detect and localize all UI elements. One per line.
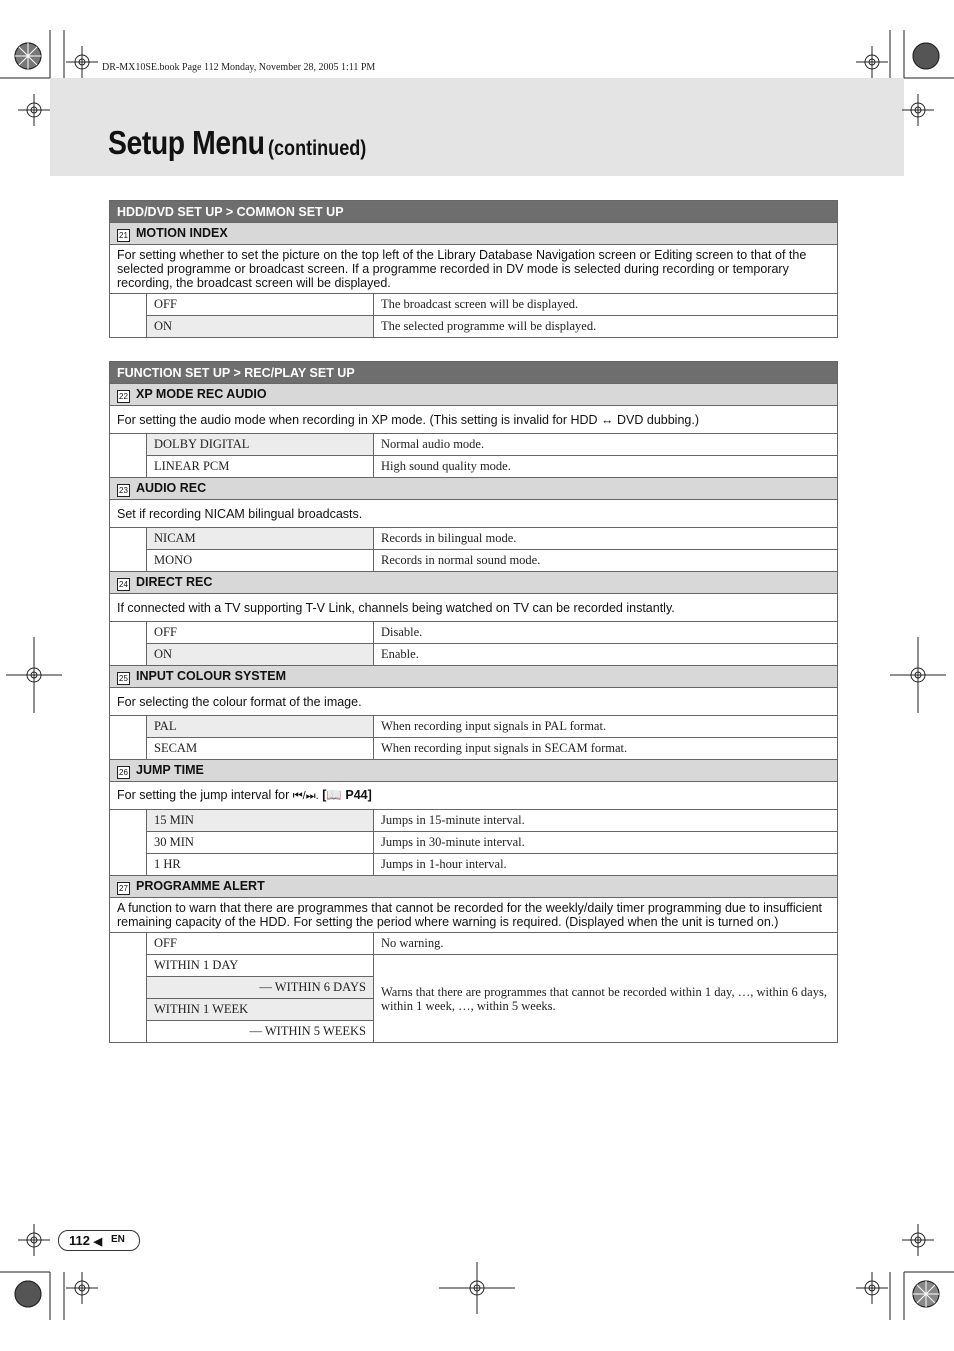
option-label: 30 MIN bbox=[147, 832, 374, 854]
item-header-motion-index bbox=[110, 223, 838, 245]
option-label: WITHIN 1 DAY bbox=[147, 955, 374, 977]
item-description: Set if recording NICAM bilingual broadcasts. bbox=[110, 500, 838, 528]
page-number: 112 ◀ bbox=[69, 1233, 103, 1248]
option-label: PAL bbox=[147, 716, 374, 738]
option-label: 15 MIN bbox=[147, 810, 374, 832]
item-name: XP MODE REC AUDIO bbox=[136, 386, 267, 401]
option-value: Disable. bbox=[374, 622, 838, 644]
item-number: 22 bbox=[117, 390, 130, 403]
item-number: 26 bbox=[117, 766, 130, 779]
option-label: OFF bbox=[147, 933, 374, 955]
item-number: 25 bbox=[117, 672, 130, 685]
arrow-left-icon: ◀ bbox=[93, 1236, 103, 1248]
option-label: — WITHIN 6 DAYS bbox=[147, 977, 374, 999]
table-common-setup bbox=[109, 200, 838, 338]
desc-text: For setting the jump interval for bbox=[117, 788, 293, 802]
indent-cell bbox=[110, 294, 147, 338]
option-label: ON bbox=[147, 644, 374, 666]
indent-cell bbox=[110, 528, 147, 572]
option-value: High sound quality mode. bbox=[374, 456, 838, 478]
option-label: OFF bbox=[147, 294, 374, 316]
book-info-line: DR-MX10SE.book Page 112 Monday, November 28, 2005 1:11 PM bbox=[102, 62, 376, 73]
item-description: For setting whether to set the picture on the top left of the Library Database Navigation screen or Editing screen to that of the selected programme or broadcast screen. If a programme recorded in DV mode is selected during recording or temporary recording, the broadcast screen will be displayed. bbox=[110, 245, 838, 294]
item-number: 23 bbox=[117, 484, 130, 497]
skip-buttons-icon: ⏮/⏭. bbox=[292, 790, 319, 802]
option-value: Normal audio mode. bbox=[374, 434, 838, 456]
option-label: — WITHIN 5 WEEKS bbox=[147, 1021, 374, 1043]
page-title-continued: (continued) bbox=[268, 137, 367, 160]
item-description: If connected with a TV supporting T-V Link, channels being watched on TV can be recorded instantly. bbox=[110, 594, 838, 622]
page-number-badge bbox=[58, 1230, 140, 1251]
option-label: MONO bbox=[147, 550, 374, 572]
option-value: Jumps in 1-hour interval. bbox=[374, 854, 838, 876]
item-header-direct-rec bbox=[110, 572, 838, 594]
option-value: When recording input signals in PAL format. bbox=[374, 716, 838, 738]
option-label: LINEAR PCM bbox=[147, 456, 374, 478]
section-header: HDD/DVD SET UP > COMMON SET UP bbox=[110, 201, 838, 223]
item-number: 21 bbox=[117, 229, 130, 242]
indent-cell bbox=[110, 622, 147, 666]
option-value: The selected programme will be displayed. bbox=[374, 316, 838, 338]
language-label: EN bbox=[111, 1234, 125, 1245]
item-name: INPUT COLOUR SYSTEM bbox=[136, 668, 287, 683]
item-name: AUDIO REC bbox=[136, 480, 207, 495]
indent-cell bbox=[110, 810, 147, 876]
option-value: Records in normal sound mode. bbox=[374, 550, 838, 572]
item-description bbox=[110, 782, 838, 810]
option-value: The broadcast screen will be displayed. bbox=[374, 294, 838, 316]
option-label: ON bbox=[147, 316, 374, 338]
item-description: For selecting the colour format of the image. bbox=[110, 688, 838, 716]
option-value: Jumps in 15-minute interval. bbox=[374, 810, 838, 832]
page-reference: [📖 P44] bbox=[322, 788, 372, 802]
option-value: Records in bilingual mode. bbox=[374, 528, 838, 550]
item-header-jump-time bbox=[110, 760, 838, 782]
indent-cell bbox=[110, 933, 147, 1043]
section-header: FUNCTION SET UP > REC/PLAY SET UP bbox=[110, 362, 838, 384]
item-header-input-colour-system bbox=[110, 666, 838, 688]
option-value: No warning. bbox=[374, 933, 838, 955]
item-number: 27 bbox=[117, 882, 130, 895]
item-name: DIRECT REC bbox=[136, 574, 213, 589]
item-number: 24 bbox=[117, 578, 130, 591]
table-rec-play-setup bbox=[109, 361, 838, 1043]
option-value: Jumps in 30-minute interval. bbox=[374, 832, 838, 854]
item-header-xp-mode-rec-audio bbox=[110, 384, 838, 406]
option-value: Enable. bbox=[374, 644, 838, 666]
option-label: SECAM bbox=[147, 738, 374, 760]
option-label: OFF bbox=[147, 622, 374, 644]
item-description: A function to warn that there are programmes that cannot be recorded for the weekly/daily timer programming due to insufficient remaining capacity of the HDD. For setting the period where warning is required. (Displayed when the unit is turned on.) bbox=[110, 898, 838, 933]
item-name: PROGRAMME ALERT bbox=[136, 878, 265, 893]
indent-cell bbox=[110, 434, 147, 478]
item-name: MOTION INDEX bbox=[136, 225, 228, 240]
option-label: DOLBY DIGITAL bbox=[147, 434, 374, 456]
indent-cell bbox=[110, 716, 147, 760]
page-title-main: Setup Menu bbox=[108, 124, 265, 161]
option-label: NICAM bbox=[147, 528, 374, 550]
item-name: JUMP TIME bbox=[136, 762, 204, 777]
option-value: When recording input signals in SECAM format. bbox=[374, 738, 838, 760]
item-header-audio-rec bbox=[110, 478, 838, 500]
option-value-merged: Warns that there are programmes that cannot be recorded within 1 day, …, within 6 days, within 1 week, …, within 5 weeks. bbox=[374, 955, 838, 1043]
item-description: For setting the audio mode when recording in XP mode. (This setting is invalid for HDD ↔ DVD dubbing.) bbox=[110, 406, 838, 434]
item-header-programme-alert bbox=[110, 876, 838, 898]
option-label: WITHIN 1 WEEK bbox=[147, 999, 374, 1021]
option-label: 1 HR bbox=[147, 854, 374, 876]
